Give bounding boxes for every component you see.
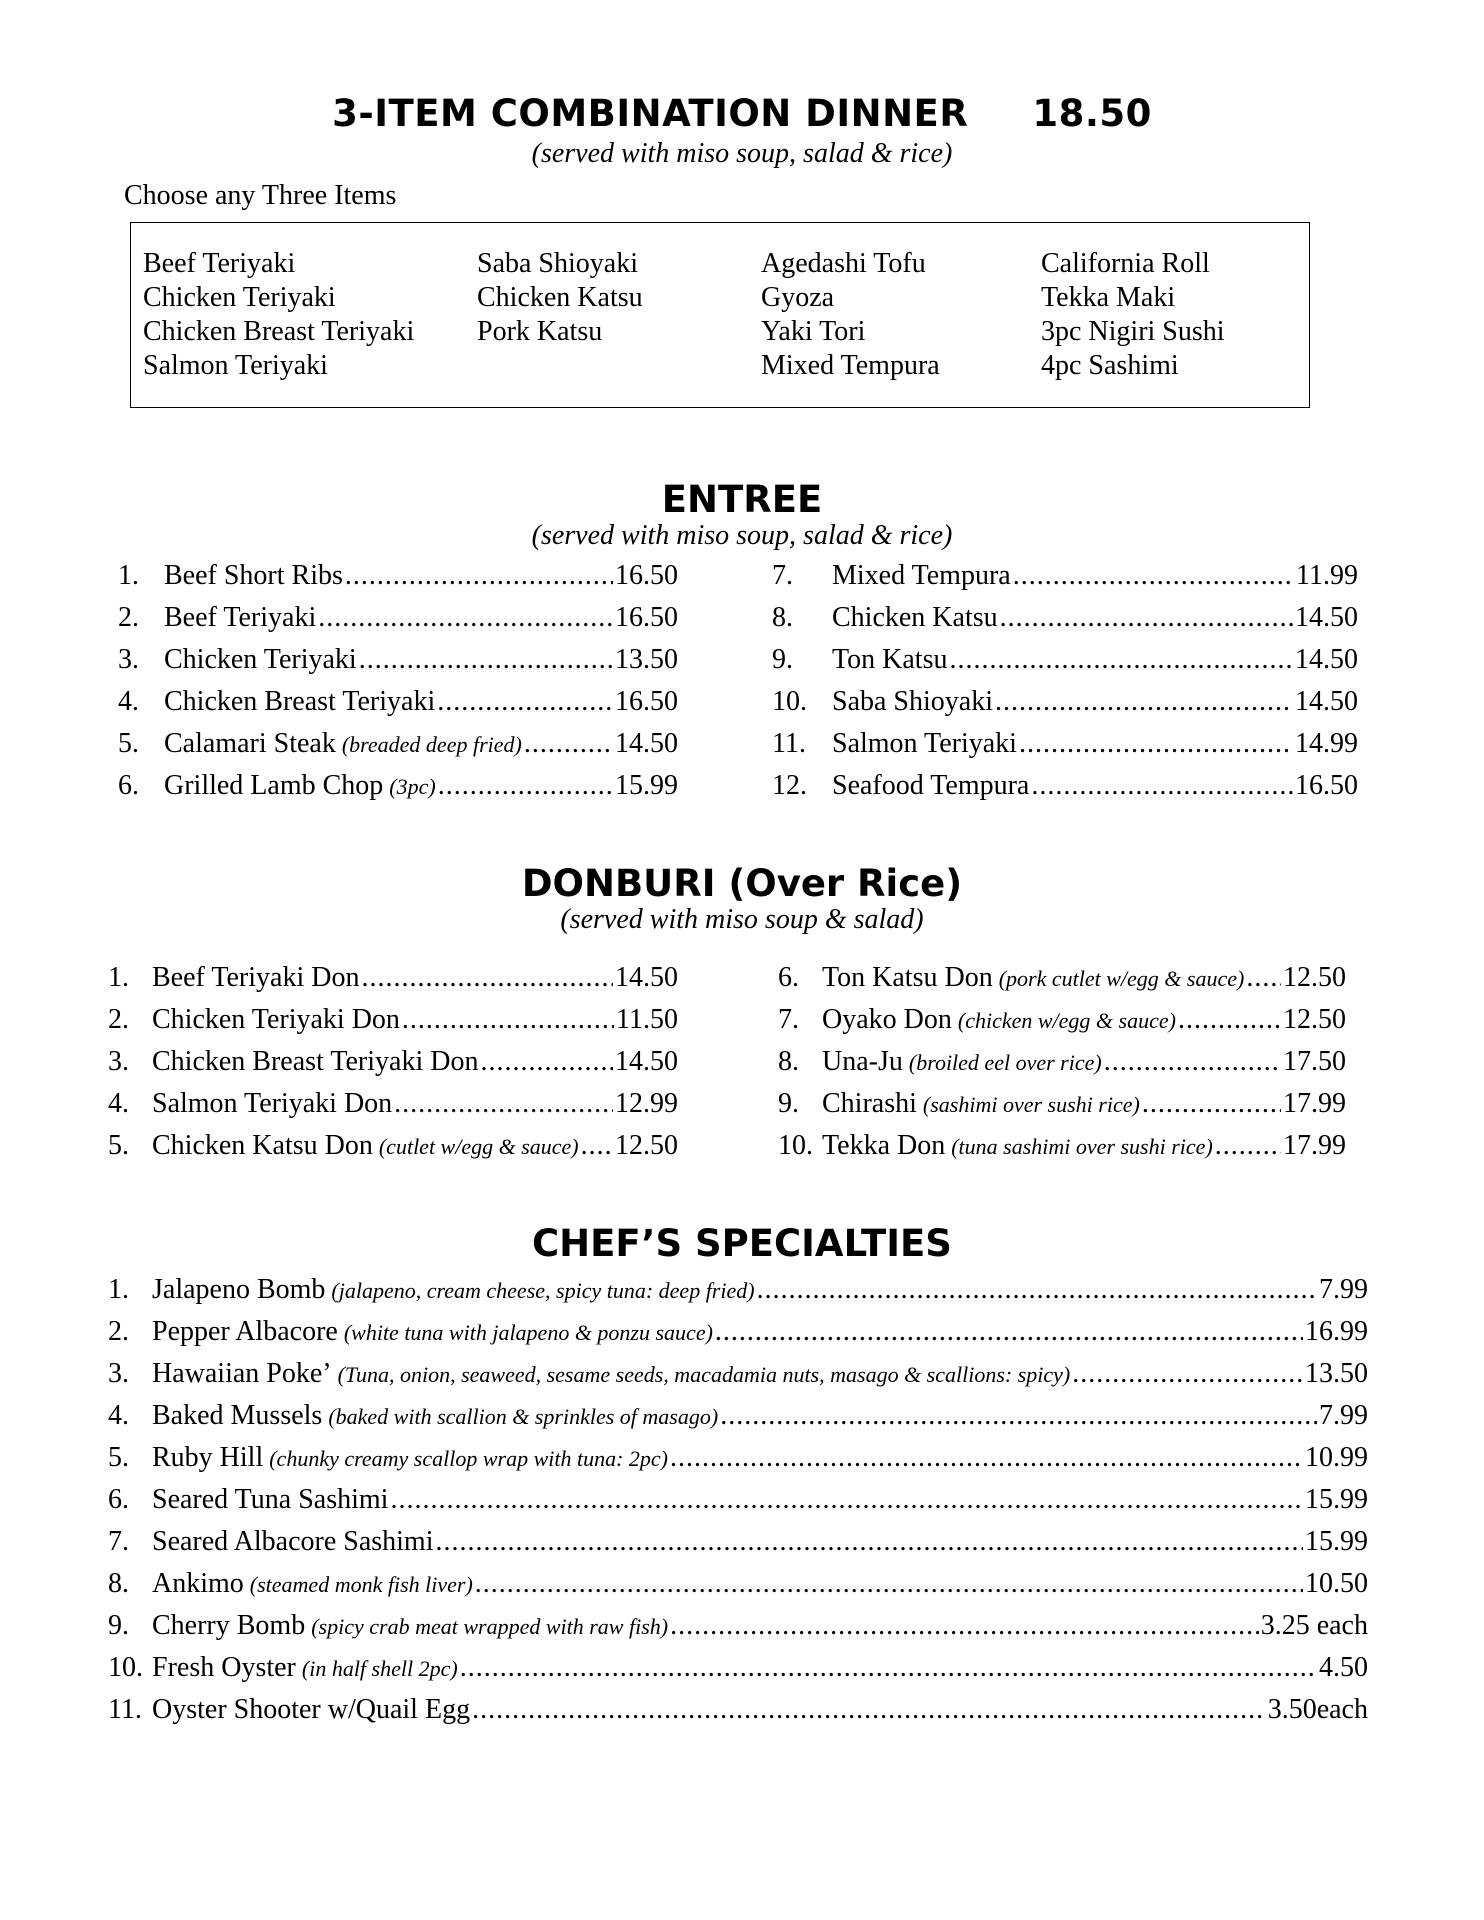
menu-item-number: 4. [118, 686, 139, 717]
menu-item-name: Ruby Hill [152, 1442, 264, 1473]
menu-item-number: 11. [772, 728, 806, 759]
menu-item-name: Calamari Steak [164, 728, 336, 759]
menu-item-number: 3. [108, 1046, 129, 1077]
menu-item-row [118, 770, 678, 812]
menu-item-name: Una-Ju [822, 1046, 903, 1077]
combination-title-text: 3-ITEM COMBINATION DINNER [332, 92, 969, 135]
menu-item-name: Mixed Tempura [832, 560, 1011, 591]
dot-leader [402, 1004, 614, 1036]
combination-item: Yaki Tori [761, 316, 866, 347]
menu-item-number: 12. [772, 770, 807, 801]
dot-leader [1104, 1046, 1281, 1078]
menu-item-price: 16.50 [615, 560, 678, 591]
menu-item-note: (3pc) [389, 774, 436, 799]
menu-item-name: Salmon Teriyaki [832, 728, 1017, 759]
menu-item-price: 14.50 [615, 728, 678, 759]
menu-item-price: 10.50 [1305, 1568, 1368, 1599]
menu-item-row [108, 1694, 1368, 1736]
menu-item-note: (cutlet w/egg & sauce) [378, 1134, 579, 1159]
menu-item-price: 14.99 [1295, 728, 1358, 759]
menu-item-name: Beef Short Ribs [164, 560, 343, 591]
menu-item-price: 15.99 [1305, 1526, 1368, 1557]
menu-item-row [108, 1274, 1368, 1316]
combination-price: 18.50 [1032, 92, 1152, 135]
menu-item-price: 17.99 [1283, 1130, 1346, 1161]
dot-leader [670, 1442, 1303, 1474]
menu-item-name: Ankimo [152, 1568, 244, 1599]
dot-leader [757, 1274, 1317, 1306]
menu-item-row [108, 1484, 1368, 1526]
menu-item-number: 1. [108, 962, 129, 993]
menu-item-row [108, 1568, 1368, 1610]
menu-item-row [778, 1088, 1346, 1130]
entree-list-right [772, 560, 1358, 812]
donburi-subtitle: (served with miso soup & salad) [560, 904, 924, 935]
menu-item-price: 7.99 [1319, 1274, 1368, 1305]
menu-item-price: 12.50 [1283, 1004, 1346, 1035]
menu-item-name: Cherry Bomb [152, 1610, 306, 1641]
menu-item-name: Pepper Albacore [152, 1316, 338, 1347]
menu-item-number: 7. [108, 1526, 129, 1557]
menu-item-name: Grilled Lamb Chop [164, 770, 384, 801]
menu-item-name: Ton Katsu Don [822, 962, 993, 993]
combination-item: California Roll [1041, 248, 1210, 279]
menu-item-name: Salmon Teriyaki Don [152, 1088, 393, 1119]
menu-item-number: 7. [772, 560, 793, 591]
dot-leader [394, 1088, 613, 1120]
menu-item-number: 2. [108, 1316, 129, 1347]
menu-item-name: Baked Mussels [152, 1400, 323, 1431]
combination-item: Chicken Katsu [477, 282, 643, 313]
menu-item-number: 10. [772, 686, 807, 717]
menu-item-number: 7. [778, 1004, 799, 1035]
menu-item-number: 3. [108, 1358, 129, 1389]
dot-leader [1019, 728, 1293, 760]
menu-item-price: 11.50 [616, 1004, 678, 1035]
menu-item-row [772, 770, 1358, 812]
menu-item-row [108, 1004, 678, 1046]
dot-leader [318, 602, 613, 634]
dot-leader [1072, 1358, 1303, 1390]
menu-item-name: Beef Teriyaki [164, 602, 317, 633]
menu-item-number: 5. [108, 1130, 129, 1161]
menu-item-note: (broiled eel over rice) [908, 1050, 1102, 1075]
dot-leader [524, 728, 613, 760]
dot-leader [1215, 1130, 1281, 1162]
dot-leader [715, 1316, 1303, 1348]
dot-leader [581, 1130, 613, 1162]
dot-leader [720, 1400, 1317, 1432]
menu-item-note: (chicken w/egg & sauce) [957, 1008, 1176, 1033]
menu-item-note: (white tuna with jalapeno & ponzu sauce) [343, 1320, 713, 1345]
menu-item-price: 14.50 [1295, 602, 1358, 633]
menu-item-row [118, 560, 678, 602]
menu-item-name: Oyster Shooter w/Quail Egg [152, 1694, 471, 1725]
menu-item-price: 16.50 [1295, 770, 1358, 801]
menu-item-price: 12.50 [615, 1130, 678, 1161]
entree-list-left [118, 560, 678, 812]
combination-item: Saba Shioyaki [477, 248, 638, 279]
menu-item-name: Chicken Teriyaki Don [152, 1004, 400, 1035]
menu-item-name: Chirashi [822, 1088, 917, 1119]
menu-item-price: 17.50 [1283, 1046, 1346, 1077]
menu-item-note: (pork cutlet w/egg & sauce) [998, 966, 1245, 991]
combination-column-2 [477, 247, 643, 349]
specialties-list [108, 1274, 1368, 1736]
dot-leader [670, 1610, 1259, 1642]
menu-item-row [778, 1004, 1346, 1046]
menu-item-row [118, 728, 678, 770]
entree-subtitle: (served with miso soup, salad & rice) [531, 520, 953, 551]
menu-item-number: 11. [108, 1694, 142, 1725]
menu-item-note: (in half shell 2pc) [301, 1656, 458, 1681]
menu-item-name: Tekka Don [822, 1130, 946, 1161]
menu-item-row [108, 1610, 1368, 1652]
dot-leader [437, 686, 613, 718]
dot-leader [1000, 602, 1293, 634]
combination-item: Chicken Breast Teriyaki [143, 316, 415, 347]
entree-title: ENTREE [661, 478, 823, 521]
donburi-list-right [778, 962, 1346, 1172]
combination-column-3 [761, 247, 940, 383]
menu-item-note: (baked with scallion & sprinkles of masago) [328, 1404, 719, 1429]
combination-column-1 [143, 247, 414, 383]
menu-item-note: (steamed monk fish liver) [249, 1572, 473, 1597]
combination-item: Chicken Teriyaki [143, 282, 336, 313]
menu-item-row [108, 1400, 1368, 1442]
menu-item-row [108, 1358, 1368, 1400]
dot-leader [1013, 560, 1294, 592]
menu-item-number: 9. [108, 1610, 129, 1641]
menu-item-row [108, 1526, 1368, 1568]
menu-item-price: 13.50 [1305, 1358, 1368, 1389]
menu-item-name: Chicken Teriyaki [164, 644, 357, 675]
menu-item-name: Oyako Don [822, 1004, 952, 1035]
dot-leader [1178, 1004, 1281, 1036]
menu-item-price: 3.50each [1267, 1694, 1368, 1725]
dot-leader [475, 1568, 1303, 1600]
menu-item-name: Chicken Katsu [832, 602, 998, 633]
menu-item-number: 8. [108, 1568, 129, 1599]
menu-item-price: 10.99 [1305, 1442, 1368, 1473]
dot-leader [1246, 962, 1281, 994]
combination-item: Gyoza [761, 282, 835, 313]
menu-item-price: 15.99 [1305, 1484, 1368, 1515]
menu-item-row [778, 962, 1346, 1004]
menu-item-note: (tuna sashimi over sushi rice) [951, 1134, 1213, 1159]
menu-item-name: Chicken Breast Teriyaki [164, 686, 436, 717]
specialties-title: CHEF’S SPECIALTIES [532, 1222, 952, 1265]
dot-leader [438, 770, 613, 802]
menu-item-price: 16.50 [615, 686, 678, 717]
dot-leader [345, 560, 613, 592]
menu-item-price: 7.99 [1319, 1400, 1368, 1431]
menu-item-note: (jalapeno, cream cheese, spicy tuna: deep fried) [331, 1278, 755, 1303]
menu-item-row [108, 1130, 678, 1172]
combination-items-box [130, 222, 1310, 408]
menu-item-name: Chicken Katsu Don [152, 1130, 373, 1161]
menu-item-number: 1. [118, 560, 139, 591]
combination-item: Agedashi Tofu [761, 248, 926, 279]
menu-item-row [772, 560, 1358, 602]
menu-item-number: 3. [118, 644, 139, 675]
menu-item-name: Seared Tuna Sashimi [152, 1484, 389, 1515]
dot-leader [359, 644, 613, 676]
menu-item-name: Seafood Tempura [832, 770, 1030, 801]
menu-item-name: Beef Teriyaki Don [152, 962, 360, 993]
menu-item-row [778, 1046, 1346, 1088]
combination-title [0, 92, 1484, 135]
menu-item-row [778, 1130, 1346, 1172]
menu-item-number: 10. [778, 1130, 813, 1161]
menu-item-price: 14.50 [615, 962, 678, 993]
menu-item-number: 2. [118, 602, 139, 633]
dot-leader [390, 1484, 1303, 1516]
menu-item-name: Ton Katsu [832, 644, 948, 675]
menu-item-name: Fresh Oyster [152, 1652, 296, 1683]
combination-item: Pork Katsu [477, 316, 603, 347]
menu-item-row [108, 1442, 1368, 1484]
menu-item-price: 14.50 [1295, 644, 1358, 675]
menu-item-row [108, 1046, 678, 1088]
menu-item-note: (sashimi over sushi rice) [922, 1092, 1140, 1117]
menu-item-note: (chunky creamy scallop wrap with tuna: 2pc) [269, 1446, 668, 1471]
menu-item-number: 9. [778, 1088, 799, 1119]
menu-item-price: 15.99 [615, 770, 678, 801]
menu-item-name: Chicken Breast Teriyaki Don [152, 1046, 479, 1077]
menu-item-number: 8. [772, 602, 793, 633]
menu-item-number: 1. [108, 1274, 129, 1305]
menu-item-number: 6. [118, 770, 139, 801]
dot-leader [1031, 770, 1293, 802]
menu-item-price: 3.25 each [1260, 1610, 1368, 1641]
menu-item-name: Hawaiian Poke’ [152, 1358, 332, 1389]
combination-column-4 [1041, 247, 1225, 383]
dot-leader [472, 1694, 1266, 1726]
menu-item-price: 14.50 [615, 1046, 678, 1077]
menu-item-row [108, 1316, 1368, 1358]
menu-item-row [118, 686, 678, 728]
menu-item-price: 4.50 [1319, 1652, 1368, 1683]
menu-item-name: Saba Shioyaki [832, 686, 993, 717]
menu-item-number: 6. [778, 962, 799, 993]
donburi-list-left [108, 962, 678, 1172]
dot-leader [361, 962, 613, 994]
menu-item-number: 8. [778, 1046, 799, 1077]
combination-item: Beef Teriyaki [143, 248, 296, 279]
menu-item-price: 12.50 [1283, 962, 1346, 993]
menu-item-number: 6. [108, 1484, 129, 1515]
menu-item-row [118, 602, 678, 644]
donburi-title: DONBURI (Over Rice) [521, 862, 963, 905]
dot-leader [995, 686, 1293, 718]
menu-item-row [772, 728, 1358, 770]
dot-leader [1142, 1088, 1281, 1120]
dot-leader [949, 644, 1293, 676]
combination-item: Mixed Tempura [761, 350, 940, 381]
menu-item-price: 12.99 [615, 1088, 678, 1119]
dot-leader [435, 1526, 1303, 1558]
menu-item-name: Jalapeno Bomb [152, 1274, 326, 1305]
menu-item-number: 5. [118, 728, 139, 759]
menu-item-row [118, 644, 678, 686]
menu-item-row [108, 962, 678, 1004]
menu-item-number: 4. [108, 1088, 129, 1119]
combination-item: Tekka Maki [1041, 282, 1176, 313]
menu-item-name: Seared Albacore Sashimi [152, 1526, 434, 1557]
combination-item: 3pc Nigiri Sushi [1041, 316, 1225, 347]
menu-item-row [772, 644, 1358, 686]
menu-item-note: (breaded deep fried) [341, 732, 522, 757]
menu-item-number: 9. [772, 644, 793, 675]
menu-item-note: (spicy crab meat wrapped with raw fish) [311, 1614, 669, 1639]
menu-item-price: 17.99 [1283, 1088, 1346, 1119]
combination-item: 4pc Sashimi [1041, 350, 1179, 381]
menu-item-number: 4. [108, 1400, 129, 1431]
menu-item-price: 14.50 [1295, 686, 1358, 717]
combination-item: Salmon Teriyaki [143, 350, 328, 381]
menu-item-number: 10. [108, 1652, 143, 1683]
menu-item-number: 2. [108, 1004, 129, 1035]
menu-item-row [772, 686, 1358, 728]
menu-item-price: 16.50 [615, 602, 678, 633]
dot-leader [480, 1046, 613, 1078]
menu-item-number: 5. [108, 1442, 129, 1473]
menu-item-row [108, 1088, 678, 1130]
choose-label: Choose any Three Items [124, 180, 397, 211]
combination-subtitle: (served with miso soup, salad & rice) [531, 138, 953, 169]
menu-item-price: 11.99 [1296, 560, 1358, 591]
menu-item-note: (Tuna, onion, seaweed, sesame seeds, macadamia nuts, masago & scallions: spicy) [337, 1362, 1071, 1387]
dot-leader [460, 1652, 1317, 1684]
menu-item-row [108, 1652, 1368, 1694]
menu-item-row [772, 602, 1358, 644]
menu-item-price: 16.99 [1305, 1316, 1368, 1347]
menu-item-price: 13.50 [615, 644, 678, 675]
